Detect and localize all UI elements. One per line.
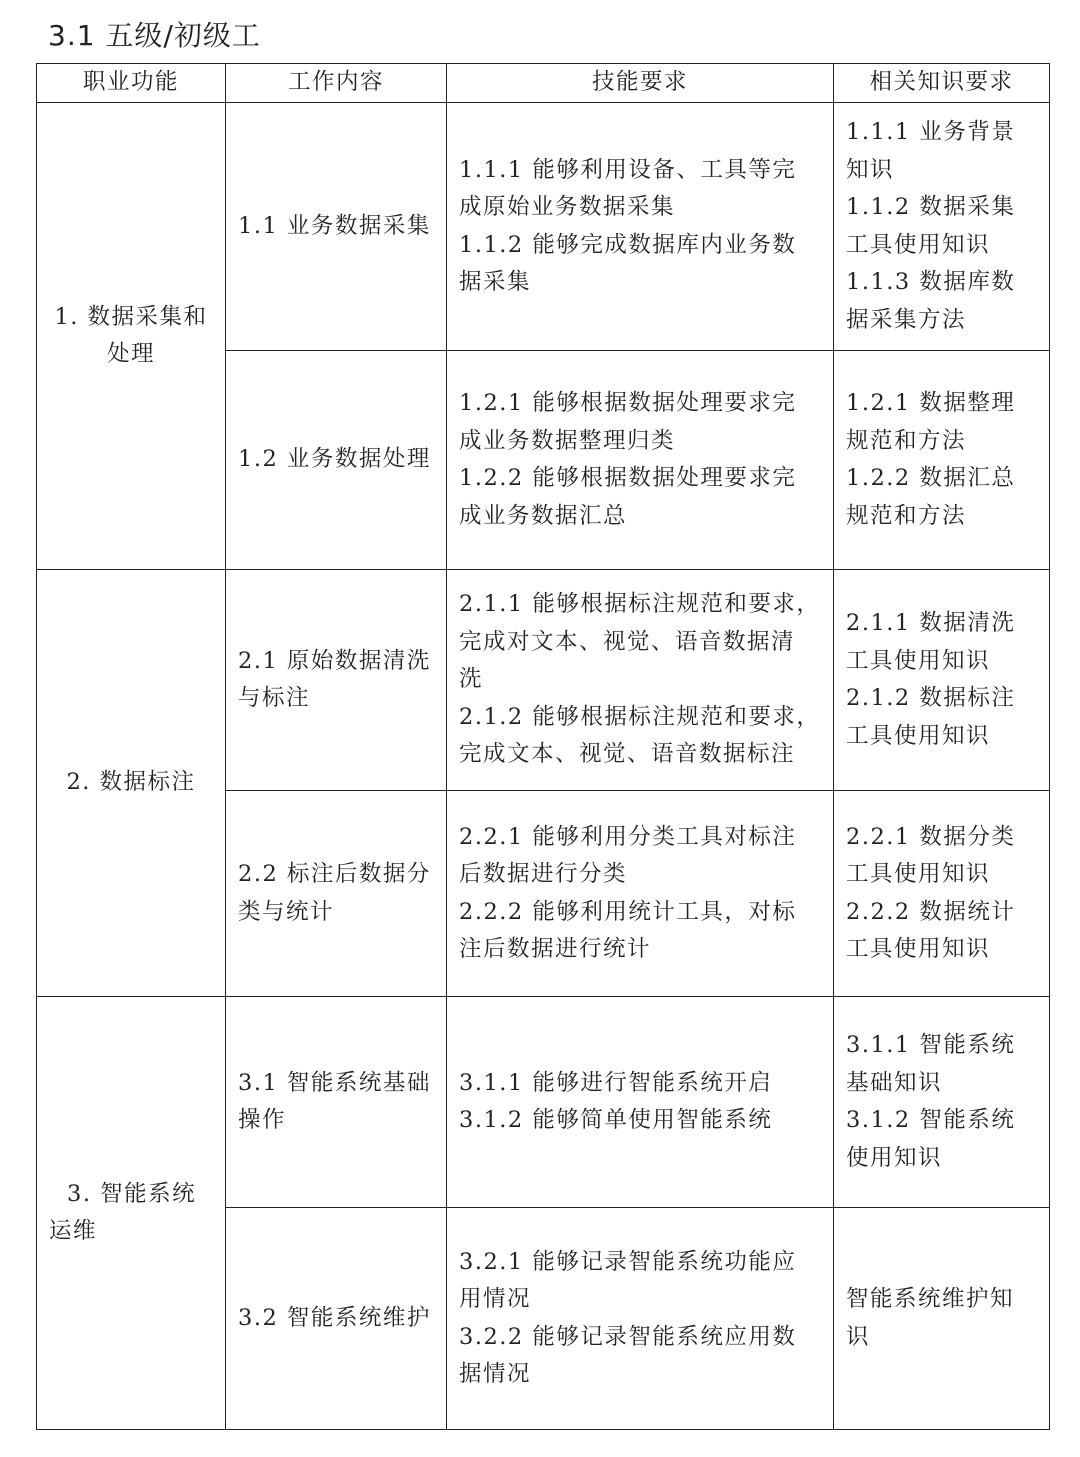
skills-cell <box>447 997 834 1208</box>
knowledge-line: 1.2.2 数据汇总 <box>846 465 1016 491</box>
knowledge-line: 1.1.1 业务背景 <box>846 119 1016 145</box>
section-title: 3.1 五级/初级工 <box>48 19 261 52</box>
function-cell <box>37 997 226 1430</box>
content-line: 3.1 智能系统基础 <box>238 1069 431 1096</box>
content-cell <box>226 997 447 1208</box>
content-line: 2.1 原始数据清洗 <box>238 647 431 674</box>
skill-line: 洗 <box>459 666 484 693</box>
knowledge-line: 1.1.3 数据库数 <box>846 269 1016 295</box>
skills-cell <box>447 791 834 997</box>
knowledge-line: 2.1.2 数据标注 <box>846 685 1016 711</box>
knowledge-line: 2.2.2 数据统计 <box>846 898 1016 925</box>
skill-line: 据采集 <box>459 269 532 295</box>
content-cell <box>226 351 447 570</box>
content-line: 2.2 标注后数据分 <box>238 861 431 887</box>
skills-table <box>36 63 1050 1430</box>
skill-line: 1.2.1 能够根据数据处理要求完 <box>459 390 797 416</box>
knowledge-line: 智能系统维护知 <box>846 1286 1015 1312</box>
content-cell <box>226 570 447 791</box>
skill-line: 成业务数据汇总 <box>459 502 628 529</box>
knowledge-line: 规范和方法 <box>846 427 967 454</box>
content-line: 与标注 <box>238 685 311 711</box>
skill-line: 注后数据进行统计 <box>459 936 652 962</box>
knowledge-line: 工具使用知识 <box>846 231 991 258</box>
skill-line: 2.2.1 能够利用分类工具对标注 <box>459 823 797 850</box>
content-line: 操作 <box>238 1107 287 1133</box>
header-function: 职业功能 <box>37 64 226 103</box>
skill-line: 3.1.2 能够简单使用智能系统 <box>459 1107 773 1133</box>
knowledge-line: 规范和方法 <box>846 502 967 529</box>
knowledge-line: 2.1.1 数据清洗 <box>846 610 1016 636</box>
table-row <box>37 997 1050 1208</box>
knowledge-line: 工具使用知识 <box>846 936 991 962</box>
content-cell <box>226 103 447 351</box>
skill-line: 完成文本、视觉、语音数据标注 <box>459 741 796 768</box>
skills-cell <box>447 351 834 570</box>
header-skills: 技能要求 <box>447 64 834 103</box>
knowledge-line: 基础知识 <box>846 1069 943 1096</box>
knowledge-line: 识 <box>846 1323 871 1350</box>
knowledge-cell <box>834 791 1050 997</box>
knowledge-line: 知识 <box>846 156 895 183</box>
content-line: 1.2 业务数据处理 <box>238 446 431 473</box>
function-line: 1. 数据采集和 <box>54 303 208 330</box>
knowledge-line: 工具使用知识 <box>846 722 991 749</box>
skills-cell <box>447 570 834 791</box>
knowledge-line: 工具使用知识 <box>846 861 991 887</box>
function-line: 运维 <box>49 1218 98 1244</box>
skill-line: 1.2.2 能够根据数据处理要求完 <box>459 465 797 491</box>
knowledge-line: 3.1.2 智能系统 <box>846 1107 1016 1133</box>
content-line: 类与统计 <box>238 898 335 925</box>
function-cell <box>37 103 226 570</box>
knowledge-line: 使用知识 <box>846 1144 943 1171</box>
content-cell <box>226 791 447 997</box>
skill-line: 成原始业务数据采集 <box>459 194 676 220</box>
knowledge-line: 1.2.1 数据整理 <box>846 390 1016 416</box>
skill-line: 1.1.2 能够完成数据库内业务数 <box>459 231 797 258</box>
skills-cell <box>447 1208 834 1430</box>
knowledge-cell <box>834 1208 1050 1430</box>
skill-line: 完成对文本、视觉、语音数据清 <box>459 628 796 655</box>
knowledge-cell <box>834 570 1050 791</box>
knowledge-cell <box>834 997 1050 1208</box>
function-line: 3. 智能系统 <box>67 1180 197 1207</box>
content-cell <box>226 1208 447 1430</box>
header-row <box>37 64 1050 103</box>
content-line: 1.1 业务数据采集 <box>238 212 431 239</box>
skill-line: 据情况 <box>459 1361 532 1387</box>
skills-cell <box>447 103 834 351</box>
skill-line: 3.2.1 能够记录智能系统功能应 <box>459 1248 797 1275</box>
content-line: 3.2 智能系统维护 <box>238 1304 431 1331</box>
skill-line: 2.1.2 能够根据标注规范和要求， <box>459 703 821 730</box>
skill-line: 3.2.2 能够记录智能系统应用数 <box>459 1323 797 1350</box>
knowledge-line: 据采集方法 <box>846 306 967 333</box>
table-row <box>37 570 1050 791</box>
header-content: 工作内容 <box>226 64 447 103</box>
skill-line: 3.1.1 能够进行智能系统开启 <box>459 1069 773 1096</box>
knowledge-line: 1.1.2 数据采集 <box>846 194 1016 220</box>
function-cell <box>37 570 226 997</box>
table-row <box>37 103 1050 351</box>
knowledge-cell <box>834 103 1050 351</box>
knowledge-line: 2.2.1 数据分类 <box>846 823 1016 850</box>
skill-line: 用情况 <box>459 1286 532 1312</box>
skill-line: 成业务数据整理归类 <box>459 427 676 454</box>
function-line: 处理 <box>106 341 155 367</box>
skill-line: 1.1.1 能够利用设备、工具等完 <box>459 156 797 183</box>
knowledge-line: 工具使用知识 <box>846 647 991 674</box>
skill-line: 后数据进行分类 <box>459 861 628 887</box>
knowledge-line: 3.1.1 智能系统 <box>846 1032 1016 1058</box>
knowledge-cell <box>834 351 1050 570</box>
function-line: 2. 数据标注 <box>66 769 196 796</box>
skill-line: 2.1.1 能够根据标注规范和要求， <box>459 591 821 618</box>
skill-line: 2.2.2 能够利用统计工具，对标 <box>459 898 797 925</box>
header-knowledge: 相关知识要求 <box>834 64 1050 103</box>
